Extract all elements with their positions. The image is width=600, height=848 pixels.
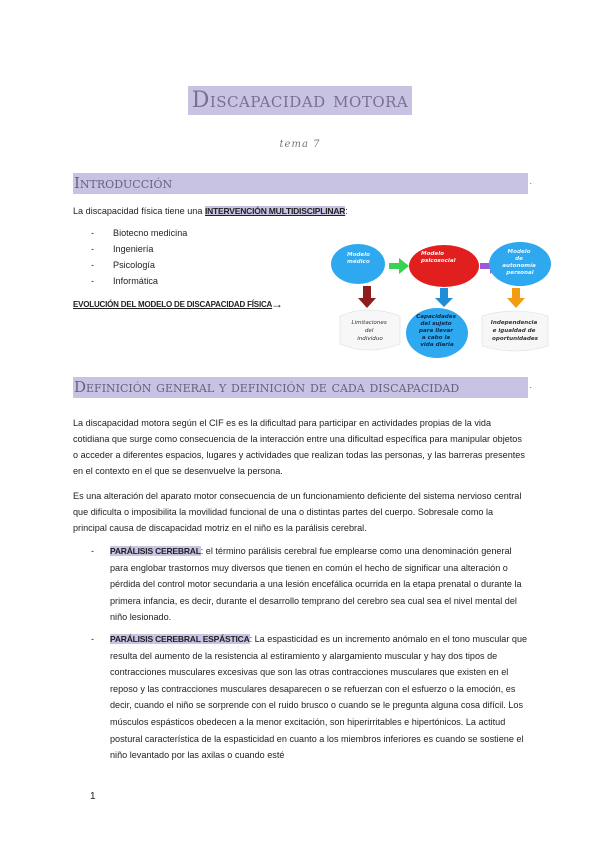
box-label-line: Limitaciones	[351, 320, 387, 326]
list-item-text: Biotecno medicina	[113, 228, 188, 238]
bullet-term: PARÁLISIS CEREBRAL ESPÁSTICA	[110, 634, 250, 644]
section-heading-intro-text: Introducción	[74, 174, 173, 192]
node-label-line: Modelo	[421, 251, 444, 257]
evolution-label: EVOLUCIÓN DEL MODELO DE DISCAPACIDAD FÍSICA	[73, 300, 273, 309]
page-subtitle: tema 7	[279, 139, 321, 150]
arrow-darkred-icon	[358, 286, 376, 308]
node-label-line: autonomía	[502, 263, 536, 269]
node-label-line: de	[515, 256, 523, 262]
list-item-text: Informática	[113, 276, 158, 286]
box-label-line: Capacidades	[416, 314, 456, 320]
arrow-orange-icon	[507, 288, 525, 308]
box-label-line: para llevar	[418, 328, 454, 334]
node-label-line: psicosocial	[421, 258, 456, 264]
arrow-right-icon: →	[271, 297, 283, 311]
section-heading-definition	[73, 377, 532, 398]
bullet-body: : el término parálisis cerebral fue emplearse como una denominación general para englobar trastornos muy diversos que tienen en común el hecho de significar una alteración o pérdida del control motor secundaria a una lesión encefálica ocurrida en la etapa prenatal o durante la primera infancia, es decir, durante el desarrollo temprano del cerebro sea cual sea el nivel mental del niño lesionado.	[110, 546, 522, 623]
box-label-line: del	[364, 328, 374, 334]
arrow-green-icon	[389, 258, 409, 274]
list-item: - Ingeniería	[91, 244, 154, 254]
box-label-line: e igualdad de	[492, 328, 536, 334]
intro-lead	[73, 203, 528, 219]
page-number: 1	[90, 791, 96, 802]
intro-lead-end: :	[345, 206, 348, 216]
list-item-text: Ingeniería	[113, 244, 154, 254]
definition-paragraph-1: La discapacidad motora según el CIF es es la dificultad para participar en actividades propias de la vida cotidiana que surge como consecuencia de la interacción entre una dificultad específica para manipular objetos o acceder a diferentes espacios, lugares y actividades que realizan todas las personas, y las barreras presentes en el contexto en el que se desenvuelve la persona.	[73, 418, 525, 476]
intro-lead-text: La discapacidad física tiene una	[73, 206, 205, 216]
bullet-text	[110, 631, 528, 764]
page-title: Discapacidad motora	[188, 86, 413, 115]
section-heading-intro	[73, 173, 532, 194]
node-label-line: médico	[347, 259, 370, 265]
box-label-line: Independencia	[490, 320, 538, 326]
node-label-line: Modelo	[507, 249, 531, 255]
heading-end-mark: .	[529, 381, 532, 390]
node-medical-label	[347, 252, 372, 265]
list-item-text: Psicología	[113, 260, 155, 270]
list-item: - Biotecno medicina	[91, 228, 188, 238]
bullet-text	[110, 543, 528, 626]
box-capacities-label	[416, 314, 458, 348]
list-item: - Psicología	[91, 260, 155, 270]
bullet-item	[91, 543, 528, 626]
bullet-char: -	[91, 634, 95, 644]
heading-end-mark: .	[529, 177, 532, 186]
node-label-line: Modelo	[347, 252, 370, 258]
box-label-line: del sujeto	[420, 321, 452, 327]
evolution-diagram	[330, 236, 552, 358]
title-wrap	[0, 86, 600, 115]
bullet-term: PARÁLISIS CEREBRAL	[110, 546, 201, 556]
box-label-line: individuo	[357, 336, 383, 342]
box-label-line: vida diaria	[420, 342, 454, 348]
box-independence-label	[491, 320, 539, 342]
arrow-cyan-icon	[435, 288, 453, 307]
section-heading-definition-text: Definición general y definición de cada discapacidad	[74, 378, 460, 396]
box-label-line: a cabo la	[421, 335, 451, 341]
bullet-item	[91, 631, 528, 764]
definition-paragraph-2: Es una alteración del aparato motor consecuencia de un funcionamiento deficiente del sistema nervioso central que dificulta o imposibilita la movilidad funcional de una o distintas partes del cuerpo. Sobresale como la principal causa de discapacidad motriz en el niño es la parálisis cerebral.	[73, 491, 522, 533]
list-item: - Informática	[91, 276, 158, 286]
bullet-body: : La espasticidad es un incremento anómalo en el tono muscular que resulta del aumento de la resistencia al estiramiento y alargamiento muscular y hay dos tipos de contracciones musculares excesivas que son las otras contracciones musculares que existen en el reposo y las contracciones musculares desaparecen o se refuerzan con el esfuerzo o la emoción, es decir, cuando el niño se sorprende con el ruido brusco o cuando se le pregunta alguna cosa difícil. Los músculos espásticos obedecen a la menor excitación, son hiperirritables e hipertónicos. La actitud postural característica de la espasticidad en cuanto a los miembros inferiores es cuando se sostiene el niño levantado por las axilas o cuando esté	[110, 634, 528, 761]
box-label-line: oportunidades	[492, 336, 538, 342]
intro-lead-highlight: INTERVENCIÓN MULTIDISCIPLINAR	[204, 206, 346, 216]
bullet-char: -	[91, 546, 95, 556]
node-label-line: personal	[506, 270, 534, 276]
node-autonomy-label	[502, 249, 538, 276]
